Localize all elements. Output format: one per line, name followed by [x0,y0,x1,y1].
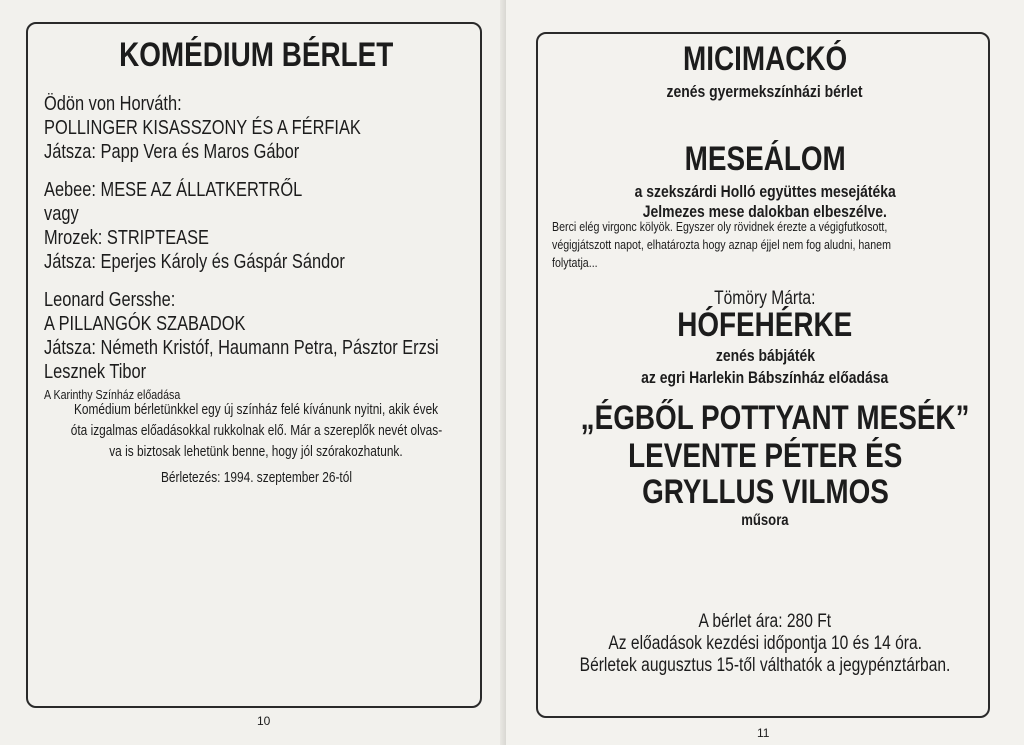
story-line: folytatja... [552,255,598,270]
description-line: óta izgalmas előadásokkal rukkolnak elő. Már a szereplők nevét olvas- [70,423,442,439]
micimacko-subtitle: zenés gyermekszínházi bérlet [666,82,864,101]
aebee-play-title: Aebee: MESE AZ ÁLLATKERTRŐL [44,179,303,201]
egbol-title-line1: „ÉGBŐL POTTYANT MESÉK” [580,399,970,437]
egbol-title-line3: GRYLLUS VILMOS [641,473,889,511]
karinthy-note: A Karinthy Színház előadása [44,387,181,402]
description-line: Komédium bérletünkkel egy új színház felé kívánunk nyitni, akik évek [73,402,439,418]
horvath-author: Ödön von Horváth: [44,93,182,115]
hofeherke-title: HÓFEHÉRKE [677,306,853,344]
striptease-cast: Játsza: Eperjes Károly és Gáspár Sándor [44,251,345,273]
gersshe-author: Leonard Gersshe: [44,289,176,311]
page-number-right: 11 [757,726,770,740]
pollinger-cast: Játsza: Papp Vera és Maros Gábor [44,141,300,163]
mesealom-ensemble: a szekszárdi Holló együttes mesejátéka [634,182,896,201]
komedium-title: KOMÉDIUM BÉRLET [118,36,394,74]
pillangok-play-title: A PILLANGÓK SZABADOK [44,313,246,335]
egbol-label: műsora [741,512,789,529]
subscription-price: A bérlet ára: 280 Ft [698,611,832,632]
ticket-availability: Bérletek augusztus 15-től válthatók a jegypénztárban. [579,655,951,676]
show-start-times: Az előadások kezdési időpontja 10 és 14 óra. [608,633,922,654]
egbol-title-line2: LEVENTE PÉTER ÉS [627,437,903,475]
subscription-date: Bérletezés: 1994. szeptember 26-tól [160,470,352,486]
page-number-left: 10 [257,714,271,728]
mesealom-story [552,218,982,272]
mesealom-title: MESEÁLOM [684,140,846,178]
right-page [506,0,1024,745]
hofeherke-company: az egri Harlekin Bábszínház előadása [641,368,889,387]
mesealom-description: Jelmezes mese dalokban elbeszélve. [642,202,888,221]
right-page-frame [536,32,990,718]
left-page-frame [26,22,482,708]
story-line: Berci elég virgonc kölyök. Egyszer oly rövidnek érezte a végigfutkosott, [552,219,888,234]
hofeherke-genre: zenés bábjáték [715,346,815,365]
hofeherke-author: Tömöry Márta: [714,288,816,309]
komedium-description [28,400,484,463]
left-page [0,0,506,745]
pillangok-cast-line1: Játsza: Németh Kristóf, Haumann Petra, Pásztor Erzsi [44,337,439,359]
micimacko-title: MICIMACKÓ [682,40,848,78]
pillangok-cast-line2: Lesznek Tibor [44,361,147,383]
mrozek-play-title: Mrozek: STRIPTEASE [44,227,209,249]
story-line: végigjátszott napot, elhatározta hogy aznap éjjel nem fog aludni, hanem [552,237,891,252]
vagy-text: vagy [44,203,79,225]
description-line: va is biztosak lehetünk benne, hogy jól szórakozhatunk. [109,444,403,460]
pollinger-play-title: POLLINGER KISASSZONY ÉS A FÉRFIAK [44,117,361,139]
